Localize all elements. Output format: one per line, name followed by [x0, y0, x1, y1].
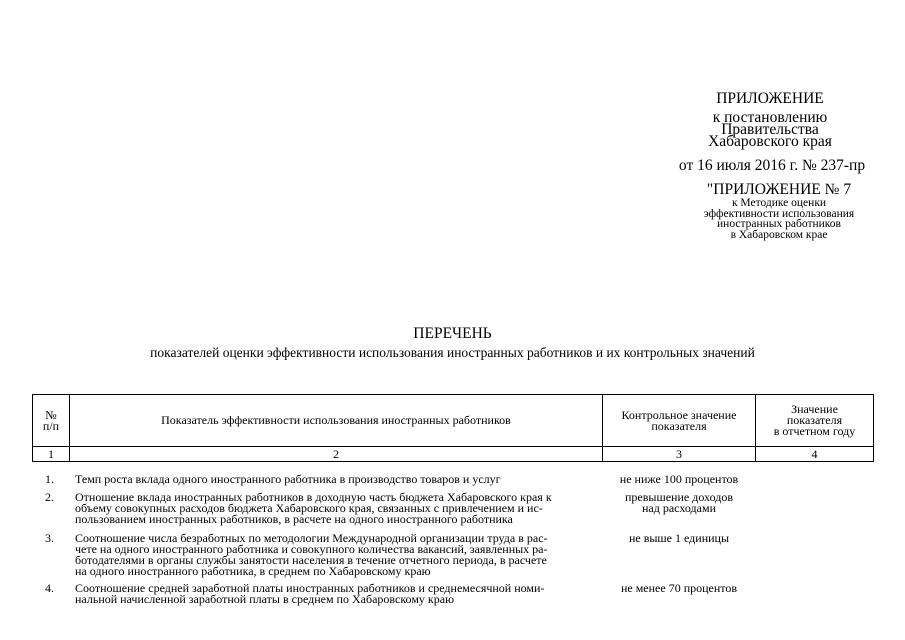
row-control-value [603, 533, 755, 544]
row-control-line: не ниже 100 процентов [619, 472, 739, 486]
row-text-line: Отношение вклада иностранных работников в доходную часть бюджета Хабаровского края к [75, 490, 552, 504]
row-control-value [603, 583, 755, 594]
row-text-line: Соотношение средней заработной платы иностранных работников и среднемесячной номи- [75, 581, 545, 595]
appendix-reference [690, 109, 850, 150]
col-number: 1 [48, 446, 54, 461]
header-num-line: № [45, 407, 57, 422]
header-value-line: показателя [786, 413, 843, 427]
row-number: 1. [45, 472, 54, 486]
appendix7-line: иностранных работников [717, 218, 841, 230]
row-control-line: не выше 1 единицы [628, 531, 730, 545]
row-indicator [75, 533, 548, 577]
row-control-value [603, 492, 755, 514]
header-value [756, 395, 873, 446]
header-control-line: показателя [651, 418, 707, 433]
col-number: 3 [676, 446, 682, 461]
header-indicator: Показатель эффективности использования иностранных работников [161, 413, 511, 427]
row-text-line: на одного иностранного работника, в среднем по Хабаровскому краю [75, 564, 431, 578]
row-indicator [75, 583, 544, 605]
document-title: ПЕРЕЧЕНЬ [413, 325, 492, 342]
indicators-table-header [32, 394, 874, 462]
row-text-line: ботодателями в органы службы занятости населения в течение отчетного периода, в расчете [75, 553, 547, 567]
header-num-line: п/п [42, 418, 60, 433]
col-number: 2 [333, 446, 339, 461]
appendix7-line: в Хабаровском крае [730, 228, 828, 241]
col-number: 4 [811, 446, 818, 461]
row-control-line: не менее 70 процентов [620, 581, 738, 595]
row-indicator [75, 492, 552, 525]
appendix-title: ПРИЛОЖЕНИЕ [716, 90, 824, 107]
row-indicator [75, 474, 501, 485]
row-text-line: объему совокупных расходов бюджета Хабаровского края, связанных с привлечением и ис- [75, 501, 543, 515]
header-value-line: Значение [791, 402, 838, 416]
decree-date: от 16 июля 2016 г. № 237-пр [678, 157, 866, 174]
row-text-line: нальной начисленной заработной платы в среднем по Хабаровскому краю [75, 592, 455, 606]
row-number: 2. [45, 490, 54, 504]
appendix7-reference [690, 198, 868, 240]
appendix-line: Хабаровского края [708, 133, 832, 150]
appendix7-line: эффективности использования [703, 207, 855, 220]
appendix-line: к постановлению [712, 109, 828, 126]
row-number: 4. [45, 581, 54, 595]
row-text-line: чете на одного иностранного работника и совокупного количества вакансий, заявленных ра- [75, 542, 548, 556]
document-subtitle: показателей оценки эффективности использования иностранных работников и их контрольных значений [150, 345, 755, 360]
row-text-line: пользованием иностранных работников, в расчете на одного иностранного работника [75, 512, 513, 526]
appendix7-title: "ПРИЛОЖЕНИЕ № 7 [706, 181, 852, 198]
appendix7-line: к Методике оценки [731, 197, 827, 209]
header-num [33, 395, 69, 446]
row-control-line: превышение доходов [625, 490, 733, 504]
row-text-line: Соотношение числа безработных по методологии Международной организации труда в рас- [75, 531, 548, 545]
row-control-value [603, 474, 755, 485]
header-value-line: в отчетном году [773, 424, 856, 438]
row-number: 3. [45, 531, 54, 545]
header-control [603, 395, 755, 446]
row-control-line: над расходами [642, 501, 716, 515]
appendix-line: Правительства [721, 121, 819, 138]
header-control-line: Контрольное значение [621, 407, 737, 422]
row-text-line: Темп роста вклада одного иностранного работника в производство товаров и услуг [75, 472, 501, 486]
